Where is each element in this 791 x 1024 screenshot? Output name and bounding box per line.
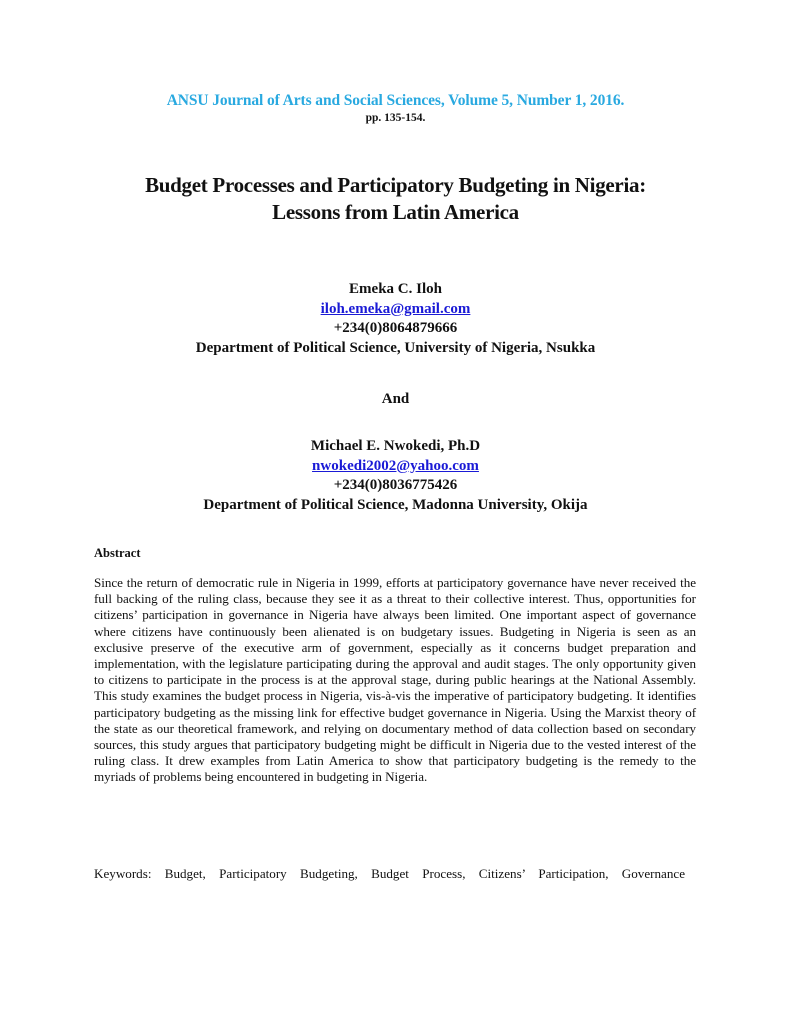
author-name: Emeka C. Iloh bbox=[349, 281, 442, 297]
author-email-link[interactable]: nwokedi2002@yahoo.com bbox=[312, 457, 479, 474]
author-separator: And bbox=[381, 391, 410, 407]
author-affiliation: Department of Political Science, University of Nigeria, Nsukka bbox=[195, 339, 596, 356]
paper-title bbox=[0, 172, 791, 226]
page-range: pp. 135-154. bbox=[365, 112, 426, 124]
keywords: Keywords: Budget, Participatory Budgeting, Budget Process, Citizens’ Participation, Governance bbox=[94, 866, 686, 881]
author-phone: +234(0)8064879666 bbox=[333, 320, 458, 336]
author-phone: +234(0)8036775426 bbox=[333, 477, 458, 493]
author-affiliation: Department of Political Science, Madonna University, Okija bbox=[203, 496, 588, 513]
author-email-link[interactable]: iloh.emeka@gmail.com bbox=[320, 300, 471, 317]
author-name: Michael E. Nwokedi, Ph.D bbox=[310, 438, 481, 454]
abstract-heading: Abstract bbox=[94, 546, 141, 560]
author-block-1 bbox=[0, 280, 791, 358]
journal-citation: ANSU Journal of Arts and Social Sciences, Volume 5, Number 1, 2016. bbox=[166, 92, 625, 109]
paper-title-line-1: Budget Processes and Participatory Budgeting in Nigeria: bbox=[145, 173, 646, 197]
paper-title-line-2: Lessons from Latin America bbox=[272, 200, 519, 224]
author-block-2 bbox=[0, 437, 791, 515]
abstract-body: Since the return of democratic rule in Nigeria in 1999, efforts at participatory governance have never received the full backing of the ruling class, because they see it as a threat to their collective interest. Thus, opportunities for citizens’ participation in governance in Nigeria have always been limited. One important aspect of governance where citizens have continuously been alienated is on budgetary issues. Budgeting in Nigeria is seen as an exclusive preserve of the executive arm of government, especially as it concerns budget preparation and implementation, with the legislature participating during the approval and audit stages. The only opportunity given to citizens to participate in the process is at the approval stage, during public hearings at the National Assembly. This study examines the budget process in Nigeria, vis-à-vis the imperative of participatory budgeting. It identifies participatory budgeting as the missing link for effective budget governance in Nigeria. Using the Marxist theory of the state as our theoretical framework, and relying on documentary method of data collection based on secondary sources, this study argues that participatory budgeting might be difficult in Nigeria due to the vested interest of the ruling class. It drew examples from Latin America to show that participatory budgeting is the remedy to the myriads of problems being encountered in budgeting in Nigeria. bbox=[94, 575, 696, 785]
